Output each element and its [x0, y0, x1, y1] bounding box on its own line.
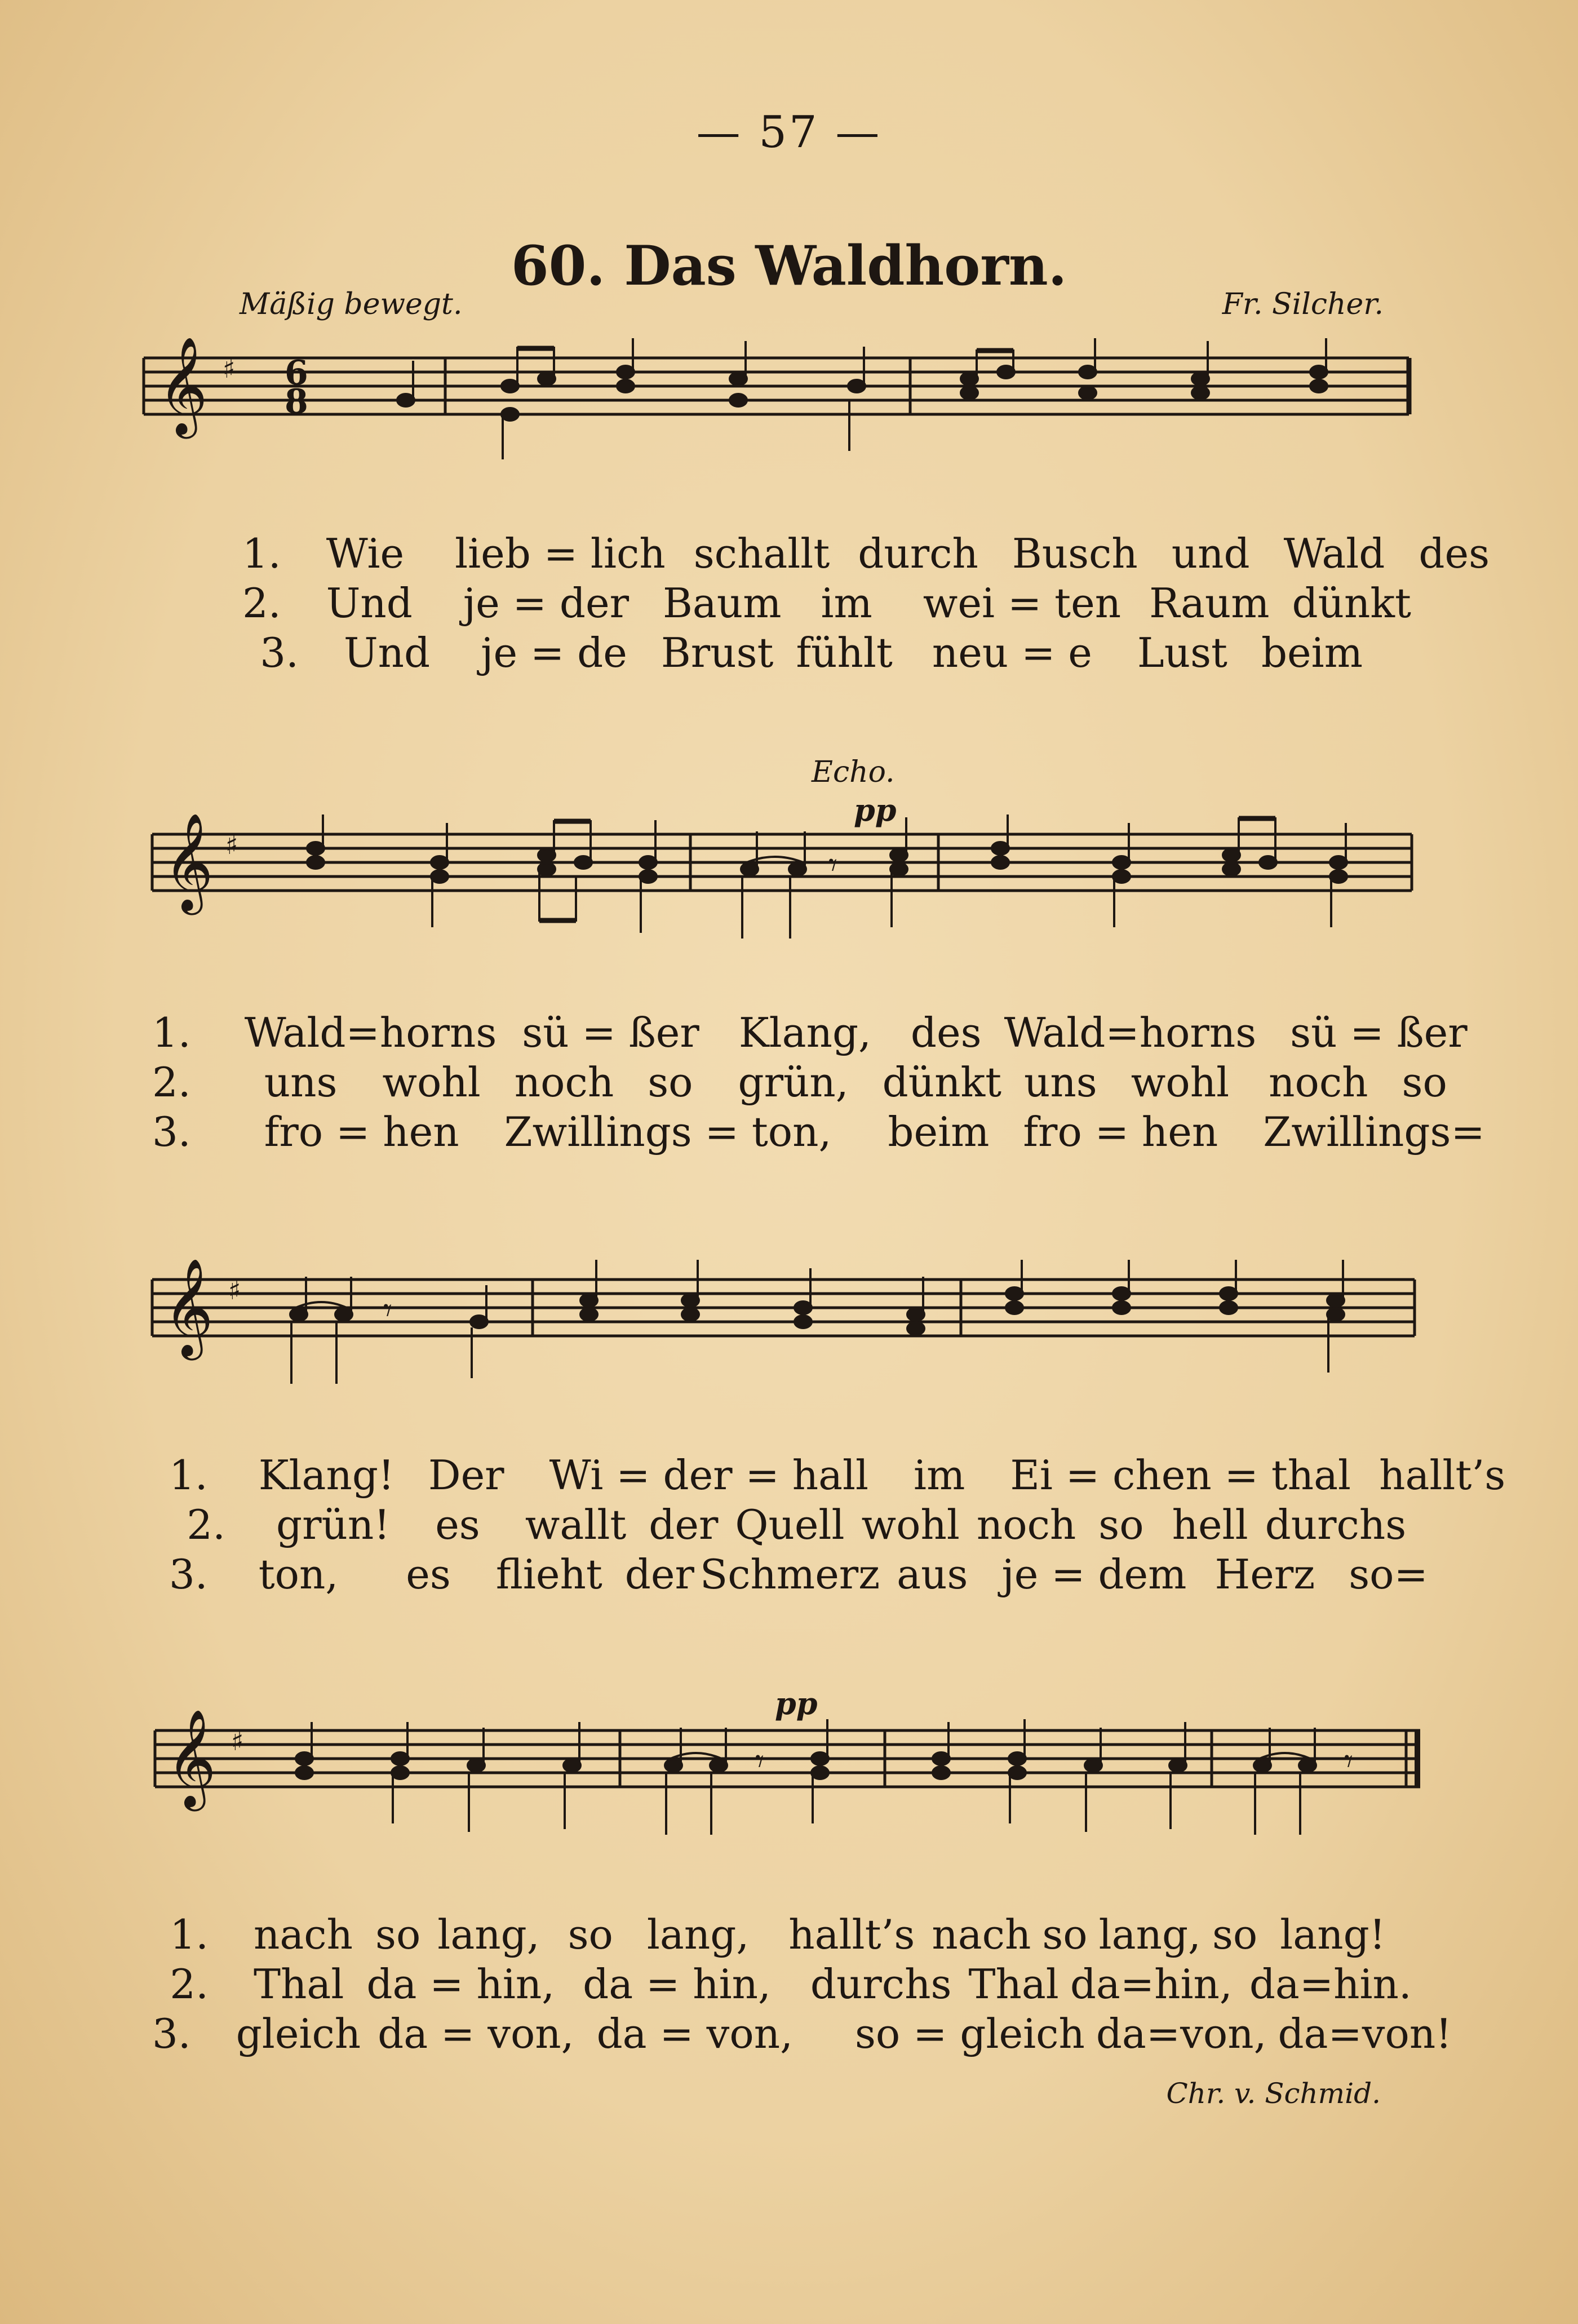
lyricist: Chr. v. Schmid. — [1166, 2077, 1381, 2110]
lyric-word: Und — [344, 629, 431, 676]
lyric-word: lieb = lich — [455, 530, 666, 577]
verse-row — [169, 1451, 1506, 1501]
lyric-word: da = hin, — [583, 1960, 771, 2008]
verse-number: 3. — [152, 1108, 191, 1156]
tempo-marking: Mäßig bewegt. — [240, 287, 463, 321]
verse-number: 3. — [152, 2010, 191, 2057]
lyric-word: Wie — [326, 530, 405, 577]
verse-number: 2. — [152, 1059, 191, 1106]
lyric-word: fro = hen — [264, 1108, 459, 1156]
lyric-word: da = hin, — [366, 1960, 555, 2008]
lyric-word: fro = hen — [1023, 1108, 1218, 1156]
lyric-word: dünkt — [1292, 579, 1411, 627]
lyric-word: der — [624, 1551, 694, 1598]
lyric-word: lang, — [646, 1911, 750, 1958]
lyric-word: so — [1042, 1911, 1088, 1958]
lyric-word: so= — [1349, 1551, 1428, 1598]
rest-icon: 𝄾 — [1344, 1742, 1353, 1781]
lyric-word: so — [1402, 1059, 1447, 1106]
lyric-word: je = dem — [1001, 1551, 1187, 1598]
lyric-word: Quell — [735, 1501, 845, 1548]
lyric-word: uns — [264, 1059, 338, 1106]
rest-icon: 𝄾 — [383, 1291, 392, 1330]
verse-number: 1. — [152, 1009, 191, 1056]
staff-system-1 — [0, 338, 1578, 519]
lyric-word: lang, — [437, 1911, 540, 1958]
lyric-word: im — [914, 1451, 965, 1499]
lyric-word: es — [435, 1501, 480, 1548]
lyric-word: durch — [858, 530, 978, 577]
lyric-word: je = der — [463, 579, 629, 627]
lyric-word: da=hin, — [1070, 1960, 1233, 2008]
lyric-word: dünkt — [882, 1059, 1002, 1106]
sharp-icon: ♯ — [228, 1275, 241, 1305]
lyric-word: uns — [1024, 1059, 1097, 1106]
lyric-word: Schmerz — [699, 1551, 880, 1598]
lyric-word: so — [375, 1911, 421, 1958]
staff-system-4 — [0, 1711, 1578, 1891]
echo-marking: Echo. — [812, 755, 895, 789]
lyric-word: der — [649, 1501, 719, 1548]
lyric-word: da=hin. — [1249, 1960, 1412, 2008]
lyric-word: Thal — [968, 1960, 1059, 2008]
verse-number: 3. — [169, 1551, 208, 1598]
lyric-word: wohl — [382, 1059, 481, 1106]
lyric-word: beim — [1261, 629, 1363, 676]
lyric-word: Wald — [1283, 530, 1385, 577]
lyric-word: so = gleich — [854, 2010, 1085, 2057]
lyric-word: Brust — [661, 629, 774, 676]
lyric-word: es — [406, 1551, 451, 1598]
lyrics-system-1 — [242, 530, 1490, 679]
lyric-word: Klang, — [738, 1009, 871, 1056]
rest-icon: 𝄾 — [828, 846, 837, 885]
lyric-word: neu = e — [932, 629, 1092, 676]
lyrics-system-3 — [169, 1451, 1506, 1600]
treble-clef-icon: 𝄞 — [163, 1260, 214, 1356]
verse-row — [242, 530, 1490, 579]
lyric-word: wohl — [861, 1501, 960, 1548]
page-number: — 57 — — [696, 107, 882, 158]
rest-icon: 𝄾 — [755, 1742, 764, 1781]
lyric-word: fühlt — [796, 629, 893, 676]
lyric-word: und — [1171, 530, 1250, 577]
lyric-word: so — [1212, 1911, 1258, 1958]
lyric-word: durchs — [810, 1960, 952, 2008]
lyric-word: des — [910, 1009, 982, 1056]
lyric-word: grün! — [276, 1501, 391, 1548]
lyric-word: da=von, — [1096, 2010, 1267, 2057]
lyric-word: so — [648, 1059, 693, 1106]
treble-clef-icon: 𝄞 — [158, 338, 208, 435]
sharp-icon: ♯ — [231, 1726, 244, 1756]
lyric-word: Wald=horns — [244, 1009, 497, 1056]
verse-row — [152, 1059, 1447, 1108]
treble-clef-icon: 𝄞 — [166, 1711, 216, 1807]
lyric-word: Baum — [663, 579, 782, 627]
sharp-icon: ♯ — [223, 353, 236, 384]
dynamic-pp-1: pp — [854, 792, 897, 828]
lyric-word: Wi = der = hall — [549, 1451, 869, 1499]
verse-number: 1. — [170, 1911, 209, 1958]
lyric-word: so — [568, 1911, 613, 1958]
verse-number: 2. — [170, 1960, 209, 2008]
verse-row — [169, 1501, 1420, 1551]
lyric-word: hell — [1172, 1501, 1248, 1548]
composer: Fr. Silcher. — [1222, 287, 1384, 321]
time-sig-top: 6 — [285, 353, 308, 393]
verse-number: 1. — [169, 1451, 208, 1499]
lyric-word: Der — [428, 1451, 504, 1499]
time-sig-bottom: 8 — [285, 382, 308, 422]
lyric-word: nach — [254, 1911, 353, 1958]
lyric-word: Busch — [1012, 530, 1138, 577]
lyric-word: Zwillings = ton, — [504, 1108, 832, 1156]
lyric-word: flieht — [495, 1551, 602, 1598]
lyric-word: Raum — [1149, 579, 1270, 627]
verse-row — [152, 1009, 1468, 1059]
lyric-word: Und — [326, 579, 413, 627]
staff-system-2 — [0, 814, 1578, 995]
lyric-word: noch — [976, 1501, 1076, 1548]
song-number: 60. — [511, 234, 605, 298]
lyric-word: wallt — [525, 1501, 627, 1548]
lyric-word: wohl — [1131, 1059, 1230, 1106]
lyric-word: gleich — [236, 2010, 361, 2057]
lyric-word: sü = ßer — [1290, 1009, 1468, 1056]
verse-number: 3. — [260, 629, 299, 676]
lyric-word: Zwillings= — [1263, 1108, 1485, 1156]
lyric-word: Thal — [254, 1960, 344, 2008]
lyric-word: Klang! — [258, 1451, 394, 1499]
lyric-word: Lust — [1137, 629, 1227, 676]
verse-number: 2. — [187, 1501, 225, 1548]
lyric-word: Wald=horns — [1004, 1009, 1257, 1056]
lyric-word: schallt — [693, 530, 830, 577]
lyric-word: Herz — [1214, 1551, 1315, 1598]
lyrics-system-2 — [152, 1009, 1485, 1158]
lyric-word: da = von, — [596, 2010, 793, 2057]
verse-row — [152, 1911, 1420, 1960]
lyric-word: da=von! — [1278, 2010, 1452, 2057]
lyric-word: des — [1419, 530, 1490, 577]
lyric-word: da = von, — [378, 2010, 574, 2057]
lyric-word: hallt’s — [788, 1911, 915, 1958]
verse-row — [152, 1108, 1485, 1158]
treble-clef-icon: 𝄞 — [163, 814, 214, 911]
lyric-word: hallt’s — [1379, 1451, 1506, 1499]
sharp-icon: ♯ — [225, 830, 238, 860]
staff-system-3 — [0, 1260, 1578, 1440]
lyric-word: durchs — [1265, 1501, 1407, 1548]
verse-row — [169, 1551, 1428, 1600]
lyric-word: im — [821, 579, 872, 627]
lyric-word: noch — [514, 1059, 614, 1106]
lyrics-system-4 — [152, 1911, 1452, 2060]
verse-number: 2. — [242, 579, 281, 627]
verse-number: 1. — [242, 530, 281, 577]
verse-row — [242, 579, 1411, 629]
lyric-word: noch — [1269, 1059, 1368, 1106]
lyric-word: je = de — [481, 629, 627, 676]
lyric-word: grün, — [738, 1059, 849, 1106]
dynamic-pp-2: pp — [775, 1685, 818, 1721]
lyric-word: lang, — [1098, 1911, 1201, 1958]
lyric-word: wei = ten — [923, 579, 1122, 627]
lyric-word: ton, — [258, 1551, 339, 1598]
lyric-word: aus — [897, 1551, 968, 1598]
verse-row — [152, 1960, 1420, 2010]
verse-row — [242, 629, 1398, 679]
lyric-word: nach — [932, 1911, 1031, 1958]
song-title-text: Das Waldhorn. — [624, 234, 1067, 298]
lyric-word: Ei = chen = thal — [1010, 1451, 1351, 1499]
verse-row — [152, 2010, 1452, 2060]
lyric-word: so — [1098, 1501, 1144, 1548]
lyric-word: lang! — [1280, 1911, 1386, 1958]
lyric-word: beim — [888, 1108, 990, 1156]
lyric-word: sü = ßer — [522, 1009, 699, 1056]
